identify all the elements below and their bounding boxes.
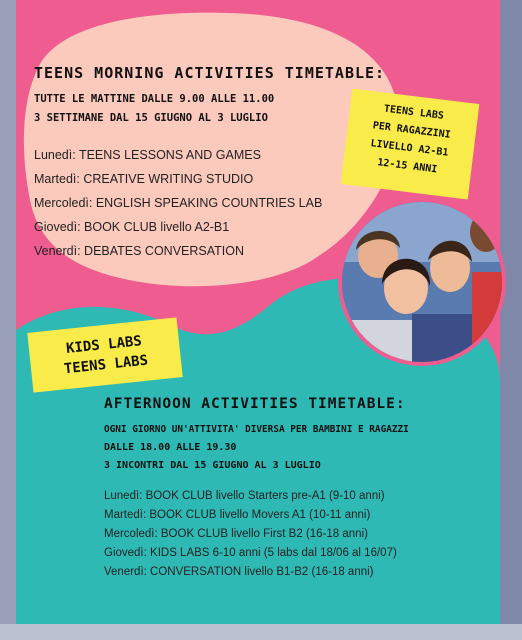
- teens-badge-line: 12-15 ANNI: [376, 157, 438, 176]
- kids-badge-line: TEENS LABS: [63, 352, 149, 378]
- afternoon-schedule-item: Venerdì: CONVERSATION livello B1-B2 (16-18 anni): [104, 566, 374, 578]
- afternoon-title: AFTERNOON ACTIVITIES TIMETABLE:: [104, 396, 406, 412]
- afternoon-schedule: [104, 490, 397, 585]
- teens-photo-illustration: [342, 202, 502, 362]
- morning-schedule-item: Martedì: CREATIVE WRITING STUDIO: [34, 172, 254, 186]
- afternoon-schedule-item: Giovedì: KIDS LABS 6-10 anni (5 labs dal 18/06 al 16/07): [104, 547, 397, 559]
- morning-schedule-item: Mercoledì: ENGLISH SPEAKING COUNTRIES LAB: [34, 196, 323, 210]
- afternoon-schedule-item: Lunedì: BOOK CLUB livello Starters pre-A1 (9-10 anni): [104, 490, 385, 502]
- afternoon-schedule-item: Martedì: BOOK CLUB livello Movers A1 (10-11 anni): [104, 509, 371, 521]
- afternoon-schedule-item: Mercoledì: BOOK CLUB livello First B2 (16-18 anni): [104, 528, 368, 540]
- teens-badge-line: TEENS LABS: [383, 103, 445, 122]
- teens-badge-line: LIVELLO A2-B1: [369, 138, 449, 159]
- afternoon-hours: DALLE 18.00 ALLE 19.30: [104, 442, 237, 453]
- morning-dates: 3 SETTIMANE DAL 15 GIUGNO AL 3 LUGLIO: [34, 112, 268, 124]
- morning-title: TEENS MORNING ACTIVITIES TIMETABLE:: [34, 64, 386, 82]
- kids-badge-line: KIDS LABS: [65, 333, 143, 357]
- teens-badge-line: PER RAGAZZINI: [372, 120, 452, 141]
- morning-schedule-item: Venerdì: DEBATES CONVERSATION: [34, 244, 245, 258]
- afternoon-dates: 3 INCONTRI DAL 15 GIUGNO AL 3 LUGLIO: [104, 460, 321, 471]
- morning-schedule-item: Lunedì: TEENS LESSONS AND GAMES: [34, 148, 261, 162]
- morning-hours: TUTTE LE MATTINE DALLE 9.00 ALLE 11.00: [34, 93, 275, 105]
- morning-schedule-item: Giovedì: BOOK CLUB livello A2-B1: [34, 220, 230, 234]
- afternoon-description: OGNI GIORNO UN'ATTIVITA' DIVERSA PER BAMBINI E RAGAZZI: [104, 424, 409, 435]
- teens-photo: [342, 202, 502, 362]
- teens-labs-badge: [341, 89, 480, 200]
- morning-schedule: [34, 148, 322, 268]
